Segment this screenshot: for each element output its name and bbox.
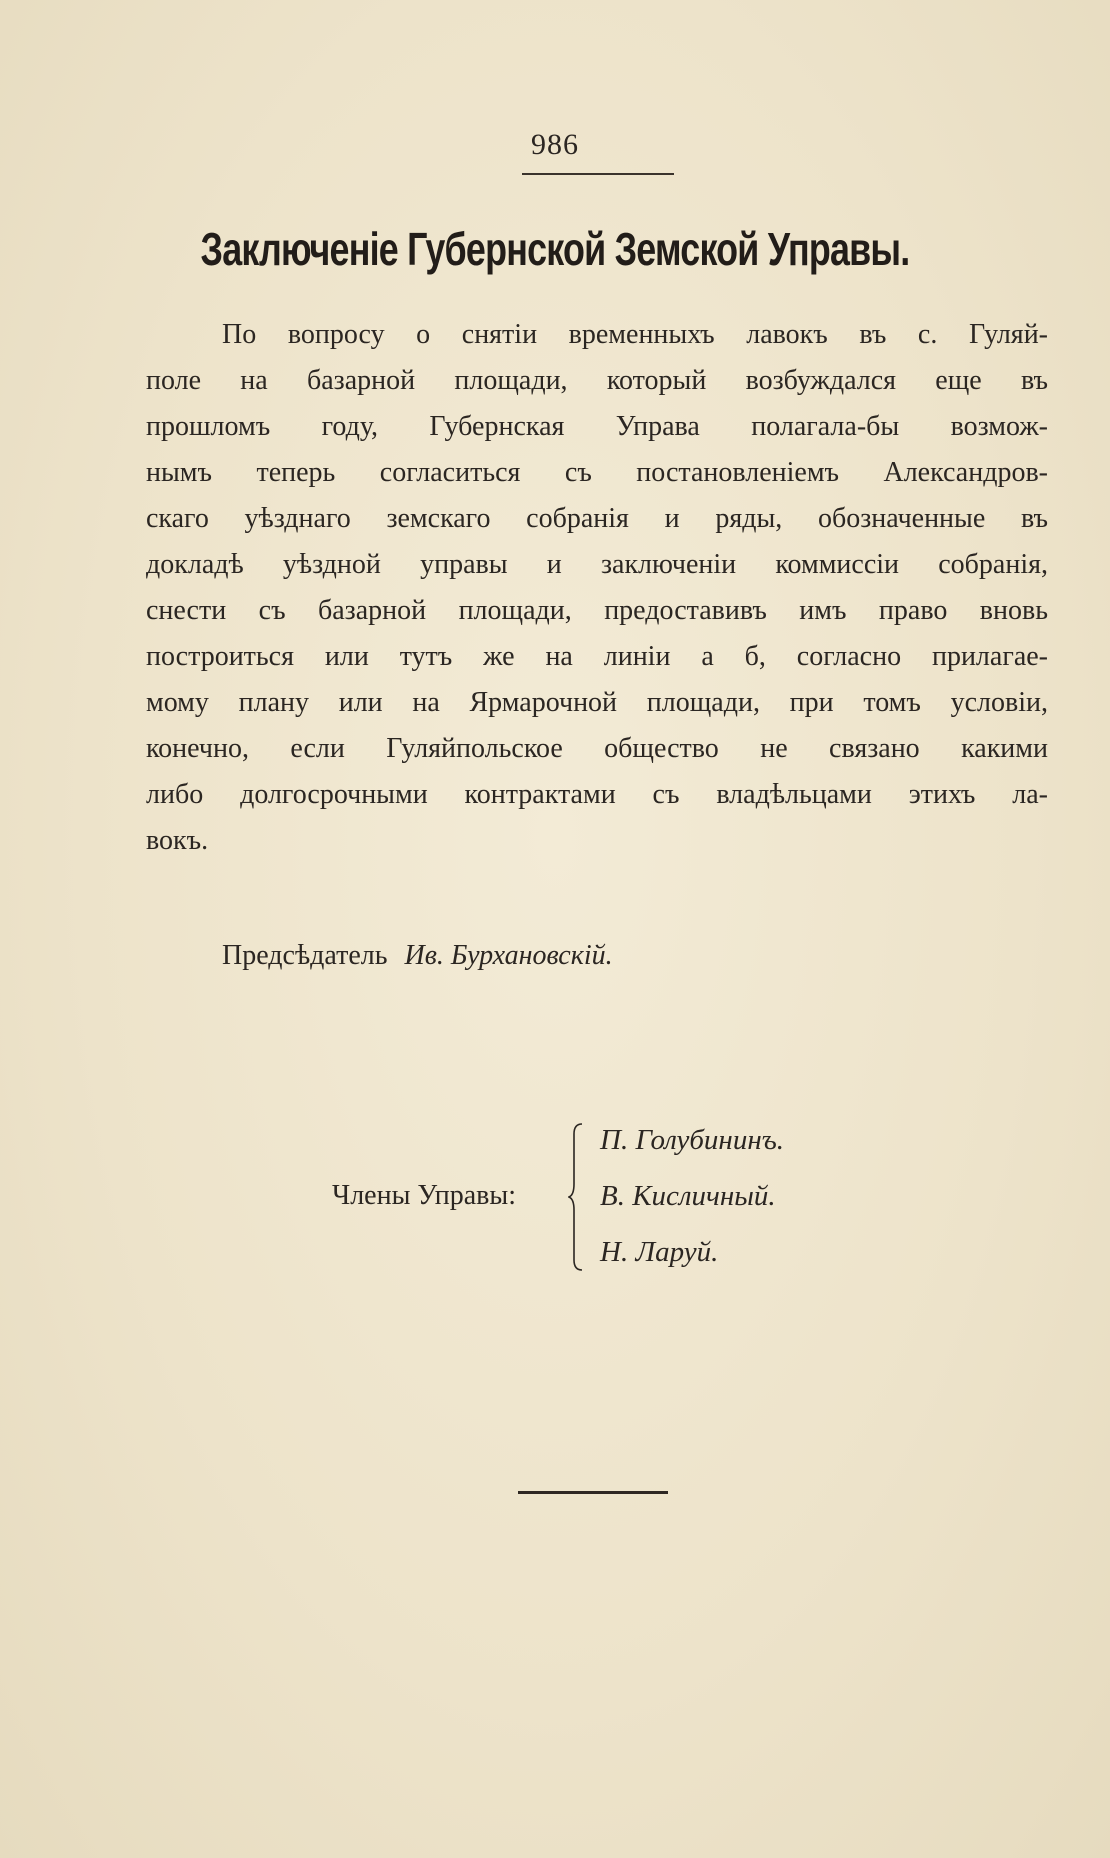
document-title: Заключеніе Губернской Земской Управы. [200, 223, 910, 275]
member-name: П. Голубининъ. [600, 1124, 785, 1156]
body-line: докладѣ уѣздной управы и заключеніи коммиссіи собранія, [146, 549, 1048, 580]
chairman-name: Ив. Бурхановскій. [404, 940, 613, 971]
members-label: Члены Управы: [332, 1180, 516, 1211]
body-line: По вопросу о снятіи временныхъ лавокъ въ с. Гуляй- [222, 319, 1048, 350]
body-line: поле на базарной площади, который возбуждался еще въ [146, 365, 1048, 396]
curly-brace [568, 1122, 584, 1272]
body-line: прошломъ году, Губернская Управа полагала-бы возмож- [146, 411, 1048, 442]
body-line: вокъ. [146, 825, 209, 856]
body-line: конечно, если Гуляйпольское общество не связано какими [146, 733, 1048, 764]
body-line: мому плану или на Ярмарочной площади, при томъ условіи, [146, 687, 1048, 718]
header-rule [522, 173, 674, 175]
body-line: скаго уѣзднаго земскаго собранія и ряды, обозначенные въ [146, 503, 1048, 534]
body-line: либо долгосрочными контрактами съ владѣльцами этихъ ла- [146, 779, 1048, 810]
member-name: В. Кисличный. [600, 1180, 776, 1212]
body-line: построиться или тутъ же на линіи а б, согласно прилагае- [146, 641, 1048, 672]
chairman-signature [222, 940, 613, 972]
page-number: 986 [531, 128, 579, 161]
member-name: Н. Ларуй. [600, 1236, 719, 1268]
body-paragraph [146, 312, 1048, 864]
body-line: снести съ базарной площади, предоставивъ имъ право вновь [146, 595, 1048, 626]
chairman-label: Предсѣдатель [222, 940, 388, 971]
footer-rule [518, 1491, 668, 1494]
body-line: нымъ теперь согласиться съ постановленіемъ Александров- [146, 457, 1048, 488]
